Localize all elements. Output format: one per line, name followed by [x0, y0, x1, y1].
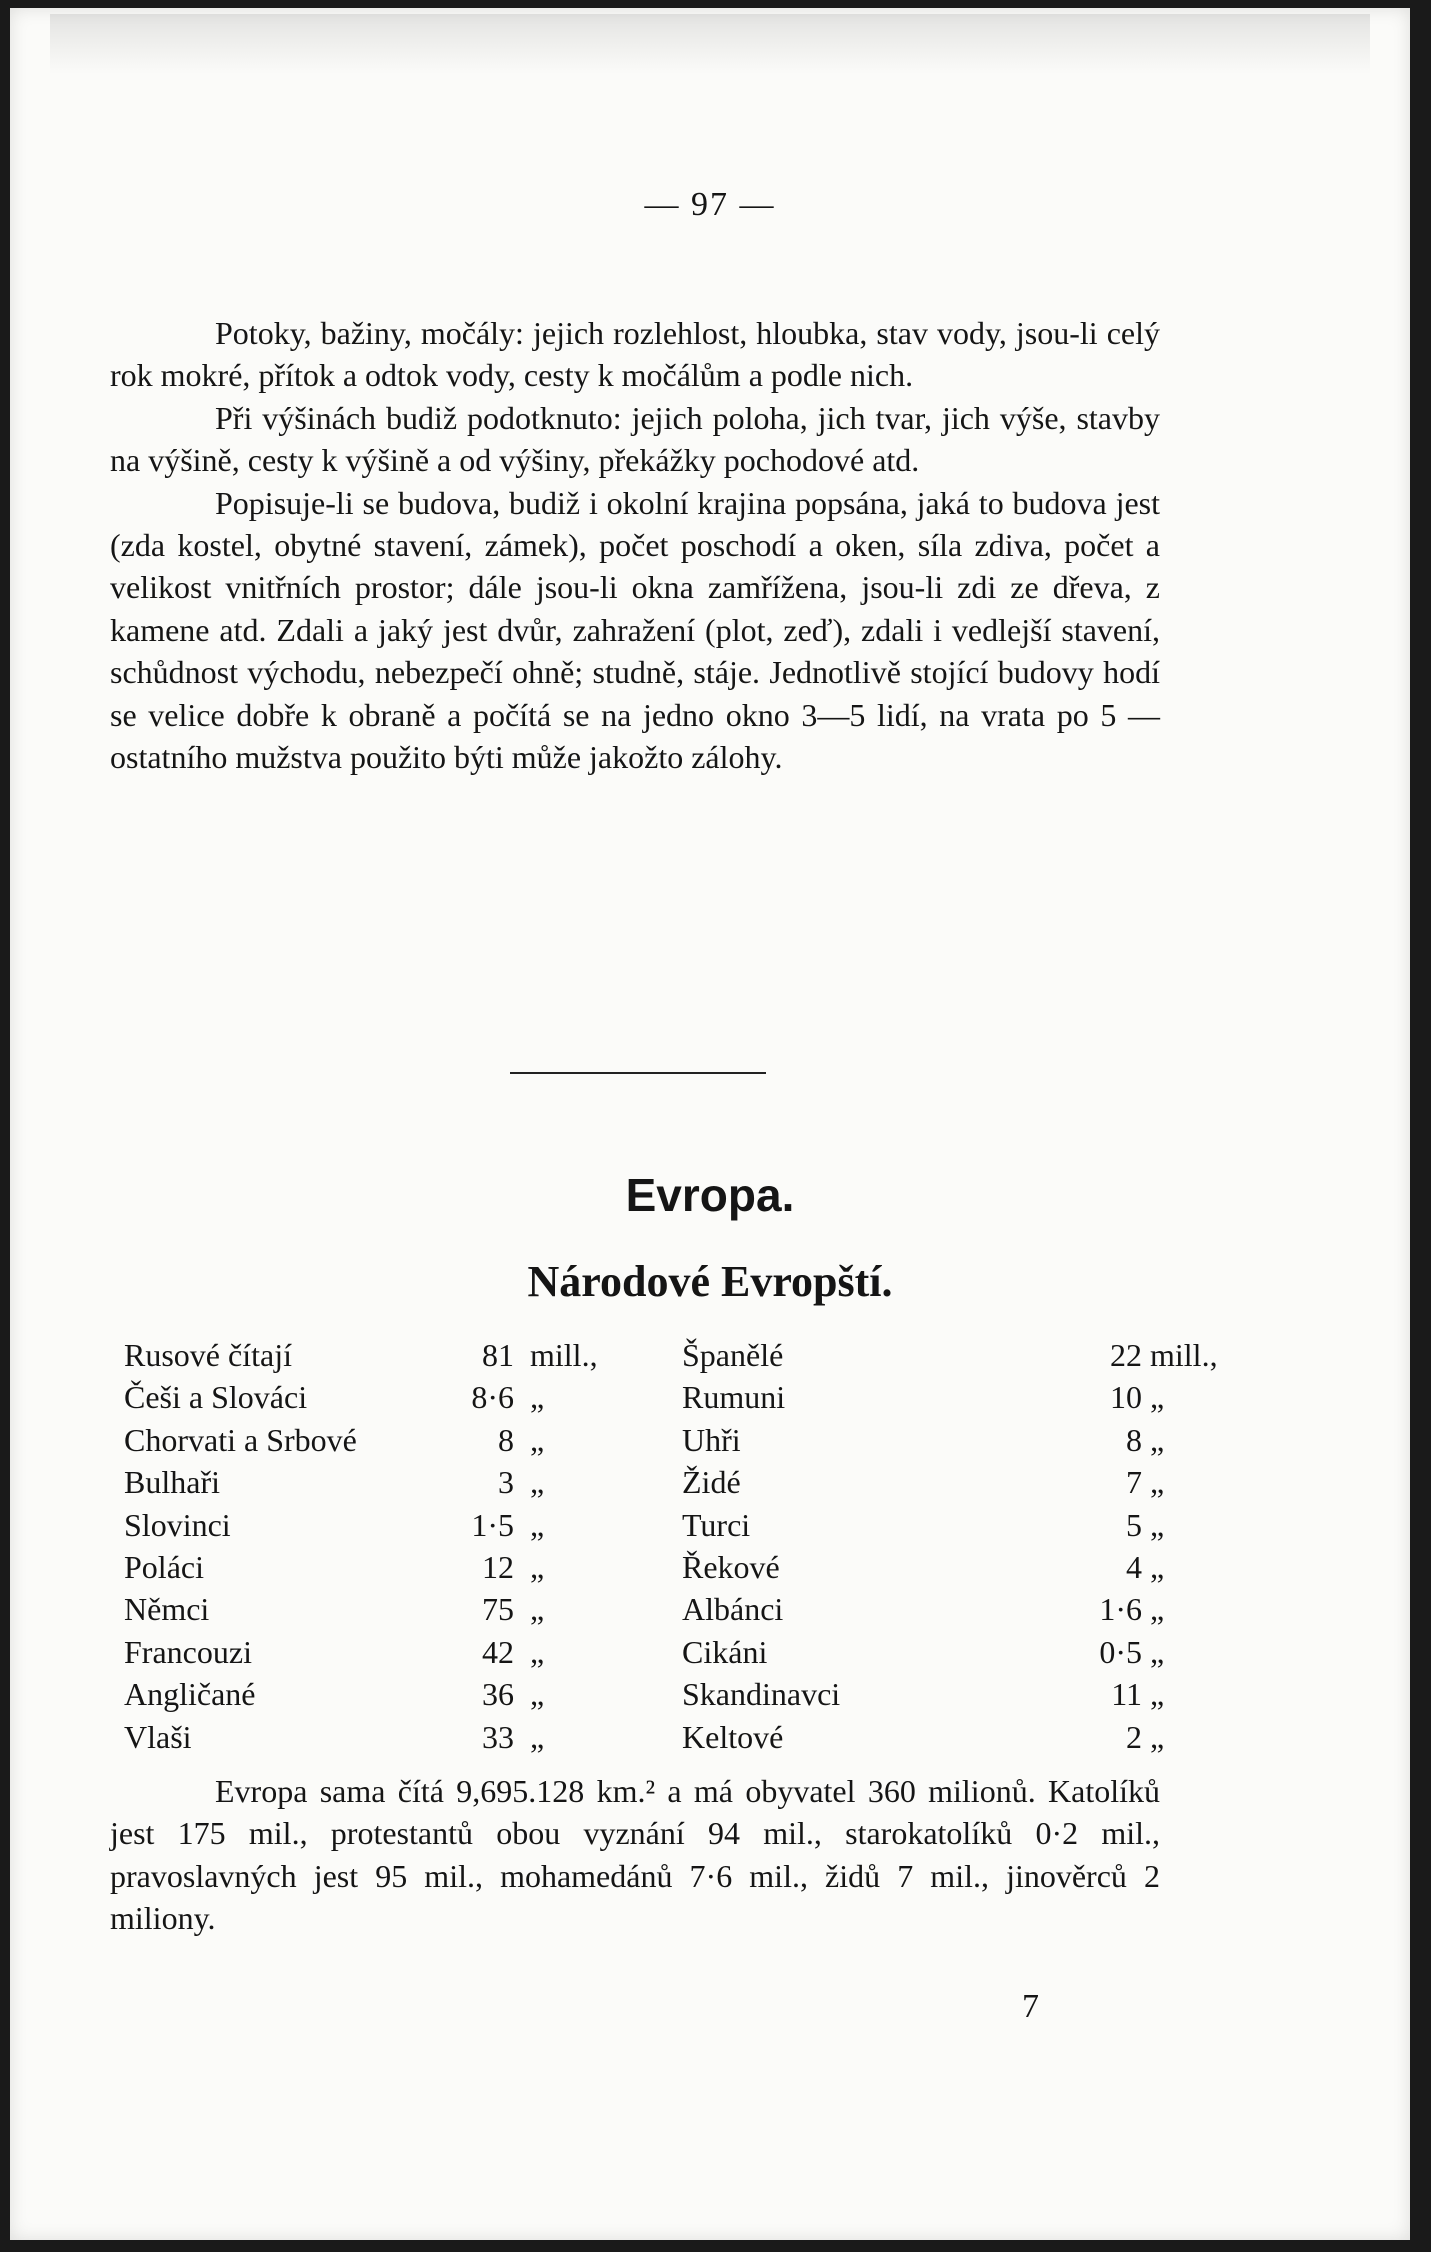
- nation-population: 3: [498, 1464, 514, 1501]
- section-divider: [510, 1072, 766, 1074]
- population-unit: „: [1150, 1464, 1165, 1501]
- nation-population: 4: [1126, 1548, 1142, 1585]
- nation-population: 2: [1126, 1718, 1142, 1755]
- table-row: [110, 1419, 1170, 1461]
- nation-name: Slovinci: [124, 1506, 231, 1543]
- nation-name: Keltové: [682, 1718, 784, 1755]
- paragraph-potoky: Potoky, bažiny, močály: jejich rozlehlost, hloubka, stav vody, jsou-li celý rok mokré, přítok a odtok vody, cesty k močálům a podle nich.: [110, 315, 1160, 394]
- body-text: [110, 312, 1160, 778]
- table-row: [110, 1461, 1170, 1503]
- population-unit: „: [530, 1506, 545, 1543]
- population-unit: „: [530, 1676, 545, 1713]
- nation-population: 1·6: [1099, 1591, 1142, 1628]
- population-unit: „: [1150, 1506, 1165, 1543]
- nation-population: 8: [498, 1421, 514, 1458]
- nation-population: 1·5: [471, 1506, 514, 1543]
- nation-name: Vlaši: [124, 1718, 192, 1755]
- nation-population: 12: [482, 1548, 514, 1585]
- nation-population: 5: [1126, 1506, 1142, 1543]
- nation-population: 22: [1110, 1337, 1142, 1373]
- nation-name: Řekové: [682, 1548, 780, 1585]
- nation-name: Uhři: [682, 1421, 741, 1458]
- nation-population: 42: [482, 1633, 514, 1670]
- population-unit: „: [530, 1633, 545, 1670]
- population-unit: „: [1150, 1379, 1165, 1416]
- page-number: — 97 —: [644, 186, 776, 223]
- nation-name: Chorvati a Srbové: [124, 1421, 357, 1458]
- population-unit: „: [530, 1591, 545, 1628]
- nations-table: [110, 1334, 1218, 1758]
- nation-name: Rumuni: [682, 1379, 786, 1416]
- table-row: [110, 1588, 1170, 1630]
- nation-name: Turci: [682, 1506, 751, 1543]
- population-unit: „: [530, 1421, 545, 1458]
- paragraph-summary: Evropa sama čítá 9,695.128 km.² a má obyvatel 360 milionů. Katolíků jest 175 mil., protestantů obou vyznání 94 mil., starokatolíků 0·2 mil., pravoslavných jest 95 mil., mohamedánů 7·6 mil., židů 7 mil., jinověrců 2 miliony.: [110, 1773, 1160, 1937]
- nation-name: Poláci: [124, 1548, 204, 1585]
- population-unit: „: [1150, 1421, 1165, 1458]
- nation-population: 33: [482, 1718, 514, 1755]
- nation-name: Cikáni: [682, 1633, 768, 1670]
- section-title: Evropa.: [625, 1169, 795, 1221]
- population-unit: „: [1150, 1591, 1165, 1628]
- table-row: [110, 1376, 1170, 1418]
- nation-population: 81: [482, 1337, 514, 1373]
- population-unit: „: [1150, 1633, 1165, 1670]
- nation-population: 11: [1111, 1676, 1142, 1713]
- page-edge-shadow: [50, 14, 1370, 74]
- nation-population: 8·6: [471, 1379, 514, 1416]
- book-page: [10, 8, 1410, 2240]
- summary-text: [110, 1770, 1160, 1940]
- table-row: [110, 1334, 1218, 1376]
- nation-name: Němci: [124, 1591, 210, 1628]
- table-row: [110, 1673, 1170, 1715]
- nation-name: Angličané: [124, 1676, 256, 1713]
- population-unit: mill.,: [1150, 1337, 1218, 1373]
- nation-name: Češi a Slováci: [124, 1379, 308, 1416]
- signature-mark: 7: [1022, 1988, 1039, 2025]
- nation-name: Španělé: [682, 1337, 784, 1373]
- nation-population: 7: [1126, 1464, 1142, 1501]
- population-unit: „: [530, 1379, 545, 1416]
- nation-population: 36: [482, 1676, 514, 1713]
- table-row: [110, 1504, 1170, 1546]
- population-unit: „: [1150, 1676, 1165, 1713]
- population-unit: „: [530, 1548, 545, 1585]
- nation-name: Francouzi: [124, 1633, 252, 1670]
- population-unit: „: [1150, 1718, 1165, 1755]
- nation-population: 0·5: [1099, 1633, 1142, 1670]
- nation-population: 10: [1110, 1379, 1142, 1416]
- paragraph-budova: Popisuje-li se budova, budiž i okolní krajina popsána, jaká to budova jest (zda kostel, obytné stavení, zámek), počet poschodí a oken, síla zdiva, počet a velikost vnitřních prostor; dále jsou-li okna zamřížena, jsou-li zdi ze dřeva, z kamene atd. Zdali a jaký jest dvůr, zahražení (plot, zeď), zdali i vedlejší stavení, schůdnost východu, nebezpečí ohně; studně, stáje. Jednotlivě stojící budovy hodí se velice dobře k obraně a počítá se na jedno okno 3—5 lidí, na vrata po 5 — ostatního mužstva použito býti může jakožto zálohy.: [110, 484, 1160, 776]
- nation-population: 8: [1126, 1421, 1142, 1458]
- population-unit: „: [530, 1464, 545, 1501]
- table-row: [110, 1716, 1170, 1758]
- nation-name: Bulhaři: [124, 1464, 220, 1501]
- nation-name: Židé: [682, 1464, 741, 1501]
- paragraph-vysiny: Při výšinách budiž podotknuto: jejich poloha, jich tvar, jich výše, stavby na výšině, cesty k výšině a od výšiny, překážky pochodové atd.: [110, 399, 1160, 479]
- nation-population: 75: [482, 1591, 514, 1628]
- table-row: [110, 1631, 1170, 1673]
- nation-name: Rusové čítají: [124, 1337, 292, 1373]
- population-unit: „: [530, 1718, 545, 1755]
- population-unit: „: [1150, 1548, 1165, 1585]
- table-row: [110, 1546, 1170, 1588]
- section-subtitle: Národové Evropští.: [527, 1257, 893, 1306]
- nation-name: Skandinavci: [682, 1676, 841, 1713]
- nation-name: Albánci: [682, 1591, 784, 1628]
- population-unit: mill.,: [530, 1337, 598, 1373]
